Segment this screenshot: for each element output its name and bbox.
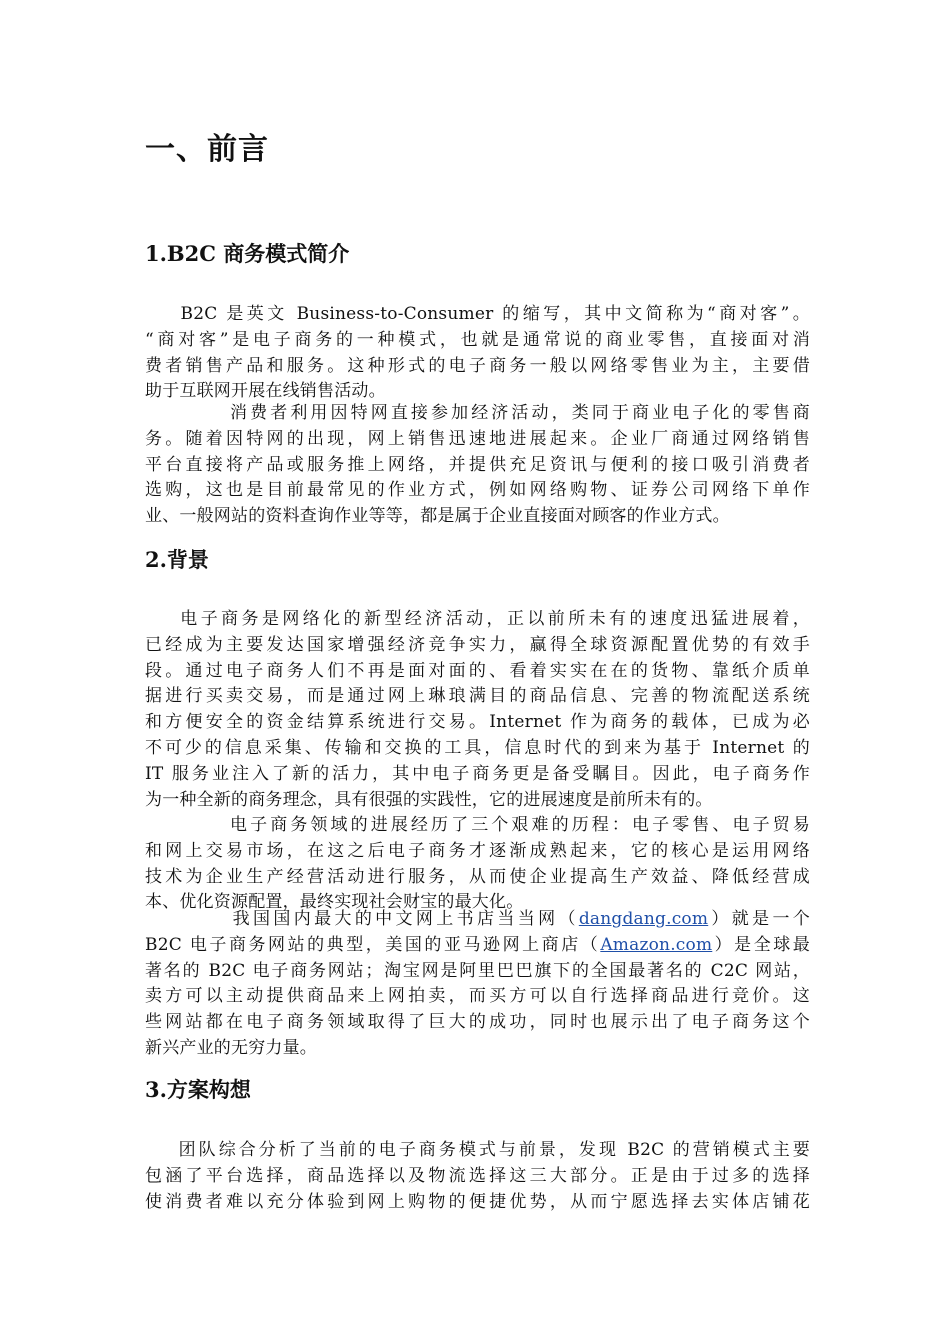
text-line: 不可少的信息采集、传输和交换的工具，信息时代的到来为基于 Internet 的 [145,737,810,758]
text-line: 为一种全新的商务理念，具有很强的实践性，它的进展速度是前所未有的。 [145,789,713,810]
text-line: 消费者利用因特网直接参加经济活动，类同于商业电子化的零售商 [145,403,810,423]
text-line: 著名的 B2C 电子商务网站；淘宝网是阿里巴巴旗下的全国最著名的 C2C 网站， [145,960,810,981]
text-line: “商对客”是电子商务的一种模式，也就是通常说的商业零售，直接面对消 [145,329,810,350]
text-line: 业、一般网站的资料查询作业等等，都是属于企业直接面对顾客的作业方式。 [145,506,730,527]
dangdang-link[interactable]: dangdang.com [578,909,709,929]
text-line-with-link [145,907,810,933]
text-line: 电子商务领域的进展经历了三个艰难的历程：电子零售、电子贸易 [145,815,810,835]
text-line: 已经成为主要发达国家增强经济竞争实力，赢得全球资源配置优势的有效手 [145,634,810,655]
text-line: 包涵了平台选择，商品选择以及物流选择这三大部分。正是由于过多的选择 [145,1165,810,1186]
section-title-plan: 3.方案构想 [145,1077,251,1102]
text-line: 团队综合分析了当前的电子商务模式与前景，发现 B2C 的营销模式主要 [145,1140,810,1160]
text-segment: ）就是一个 [708,909,811,929]
text-segment: B2C 电子商务网站的典型，美国的亚马逊网上商店（ [145,934,601,955]
text-segment: ）是全球最 [712,934,811,955]
text-line: 本、优化资源配置，最终实现社会财宝的最大化。 [145,892,524,913]
text-line: 务。随着因特网的出现，网上销售迅速地进展起来。企业厂商通过网络销售 [145,428,810,449]
amazon-link[interactable]: Amazon.com [600,934,713,955]
text-line: 段。通过电子商务人们不再是面对面的、看着实实在在的货物、靠纸介质单 [145,660,810,681]
text-line: 和方便安全的资金结算系统进行交易。Internet 作为商务的载体，已成为必 [145,712,810,733]
paragraph [145,607,810,813]
text-line: 卖方可以主动提供商品来上网拍卖，而买方可以自行选择商品进行竞价。这 [145,986,810,1007]
paragraph [145,401,810,530]
section-title-background: 2.背景 [145,547,209,572]
section-title-b2c-intro: 1.B2C 商务模式简介 [145,241,350,266]
text-line: 新兴产业的无穷力量。 [145,1037,317,1058]
paragraph [145,907,810,1062]
text-line: IT 服务业注入了新的活力，其中电子商务更是备受瞩目。因此，电子商务作 [145,763,810,784]
paragraph [145,1138,810,1215]
text-line: 使消费者难以充分体验到网上购物的便捷优势，从而宁愿选择去实体店铺花 [145,1191,810,1212]
main-title: 一、前言 [145,132,269,167]
text-line: 技术为企业生产经营活动进行服务，从而使企业提高生产效益、降低经营成 [145,866,810,887]
text-line: 些网站都在电子商务领域取得了巨大的成功，同时也展示出了电子商务这个 [145,1012,810,1033]
text-line: 电子商务是网络化的新型经济活动，正以前所未有的速度迅猛进展着， [145,609,810,629]
text-line: 助于互联网开展在线销售活动。 [145,381,386,402]
paragraph [145,813,810,916]
paragraph [145,302,810,405]
text-line-with-link [145,933,810,959]
text-line: 和网上交易市场，在这之后电子商务才逐渐成熟起来，它的核心是运用网络 [145,840,810,861]
text-line: 平台直接将产品或服务推上网络，并提供充足资讯与便利的接口吸引消费者 [145,454,810,475]
text-line: 费者销售产品和服务。这种形式的电子商务一般以网络零售业为主，主要借 [145,355,810,376]
text-line: 据进行买卖交易，而是通过网上琳琅满目的商品信息、完善的物流配送系统 [145,686,810,707]
text-line: 选购，这也是目前最常见的作业方式，例如网络购物、证券公司网络下单作 [145,480,810,501]
text-line: B2C 是英文 Business-to-Consumer 的缩写，其中文简称为“商对客”。 [145,304,810,324]
text-segment: 我国国内最大的中文网上书店当当网（ [145,909,579,929]
